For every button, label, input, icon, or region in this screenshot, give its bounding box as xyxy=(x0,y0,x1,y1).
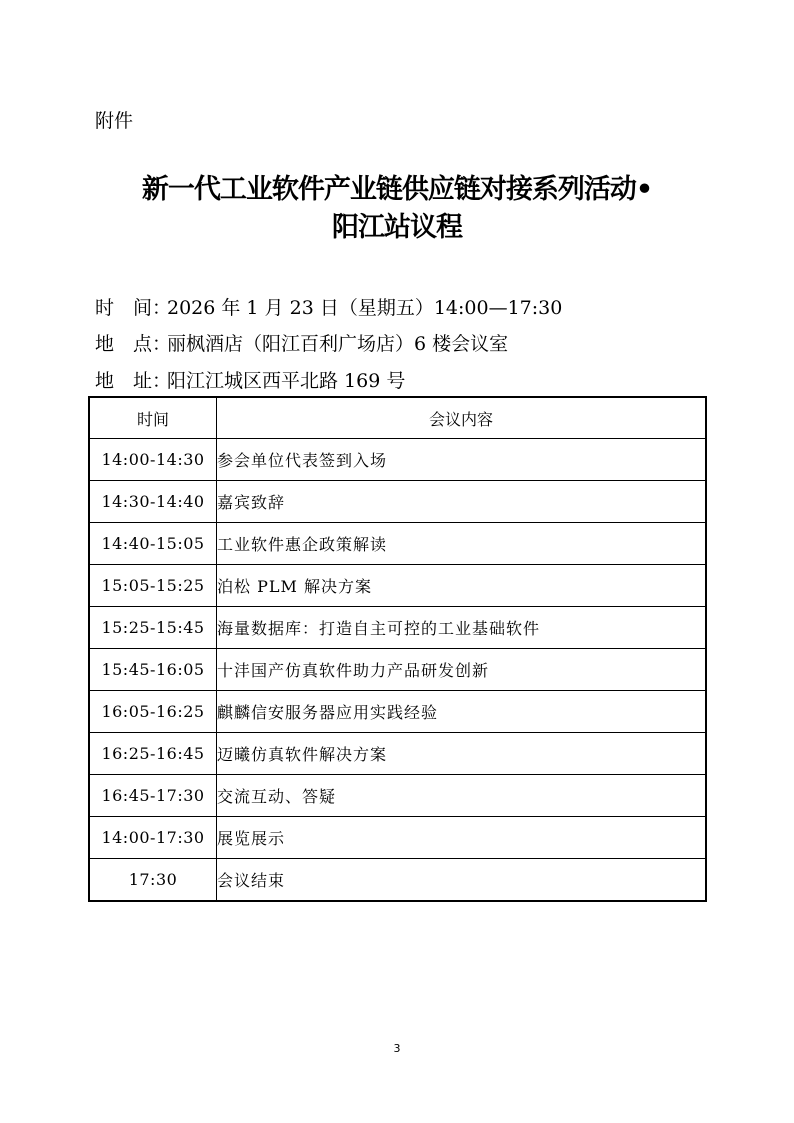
row-time: 15:25-15:45 xyxy=(89,607,217,649)
info-place-value: 丽枫酒店（阳江百利广场店）6 楼会议室 xyxy=(167,333,509,355)
info-place xyxy=(95,329,508,356)
row-time: 17:30 xyxy=(89,859,217,902)
info-time-value: 2026 年 1 月 23 日（星期五）14:00—17:30 xyxy=(167,297,563,319)
table-row xyxy=(89,817,706,859)
row-time: 16:05-16:25 xyxy=(89,691,217,733)
row-time: 15:05-15:25 xyxy=(89,565,217,607)
row-time: 14:00-14:30 xyxy=(89,439,217,481)
row-content: 展览展示 xyxy=(217,817,707,859)
row-time: 14:00-17:30 xyxy=(89,817,217,859)
table-row xyxy=(89,775,706,817)
row-time: 16:45-17:30 xyxy=(89,775,217,817)
info-address xyxy=(95,366,405,393)
agenda-table xyxy=(88,396,707,902)
row-content: 泊松 PLM 解决方案 xyxy=(217,565,707,607)
table-row xyxy=(89,565,706,607)
info-time-label: 时 间： xyxy=(95,297,172,319)
table-row xyxy=(89,859,706,902)
row-content: 会议结束 xyxy=(217,859,707,902)
row-content: 嘉宾致辞 xyxy=(217,481,707,523)
info-address-value: 阳江江城区西平北路 169 号 xyxy=(167,370,406,392)
info-address-label: 地 址： xyxy=(95,370,172,392)
row-content: 参会单位代表签到入场 xyxy=(217,439,707,481)
document-title-line1: 新一代工业软件产业链供应链对接系列活动• xyxy=(141,174,653,205)
info-place-label: 地 点： xyxy=(95,333,172,355)
row-time: 15:45-16:05 xyxy=(89,649,217,691)
table-row xyxy=(89,733,706,775)
page-number: 3 xyxy=(393,1042,401,1055)
row-time: 14:30-14:40 xyxy=(89,481,217,523)
row-time: 16:25-16:45 xyxy=(89,733,217,775)
table-row xyxy=(89,523,706,565)
row-content: 交流互动、答疑 xyxy=(217,775,707,817)
row-content: 麒麟信安服务器应用实践经验 xyxy=(217,691,707,733)
header-content: 会议内容 xyxy=(217,397,707,439)
table-row xyxy=(89,691,706,733)
row-content: 迈曦仿真软件解决方案 xyxy=(217,733,707,775)
info-time xyxy=(95,293,562,320)
table-header-row xyxy=(89,397,706,439)
table-row xyxy=(89,649,706,691)
attachment-label: 附件 xyxy=(95,110,134,132)
row-content: 十沣国产仿真软件助力产品研发创新 xyxy=(217,649,707,691)
document-title-line2: 阳江站议程 xyxy=(332,212,462,243)
row-content: 工业软件惠企政策解读 xyxy=(217,523,707,565)
header-time: 时间 xyxy=(89,397,217,439)
row-time: 14:40-15:05 xyxy=(89,523,217,565)
row-content: 海量数据库：打造自主可控的工业基础软件 xyxy=(217,607,707,649)
table-row xyxy=(89,607,706,649)
table-row xyxy=(89,481,706,523)
table-row xyxy=(89,439,706,481)
